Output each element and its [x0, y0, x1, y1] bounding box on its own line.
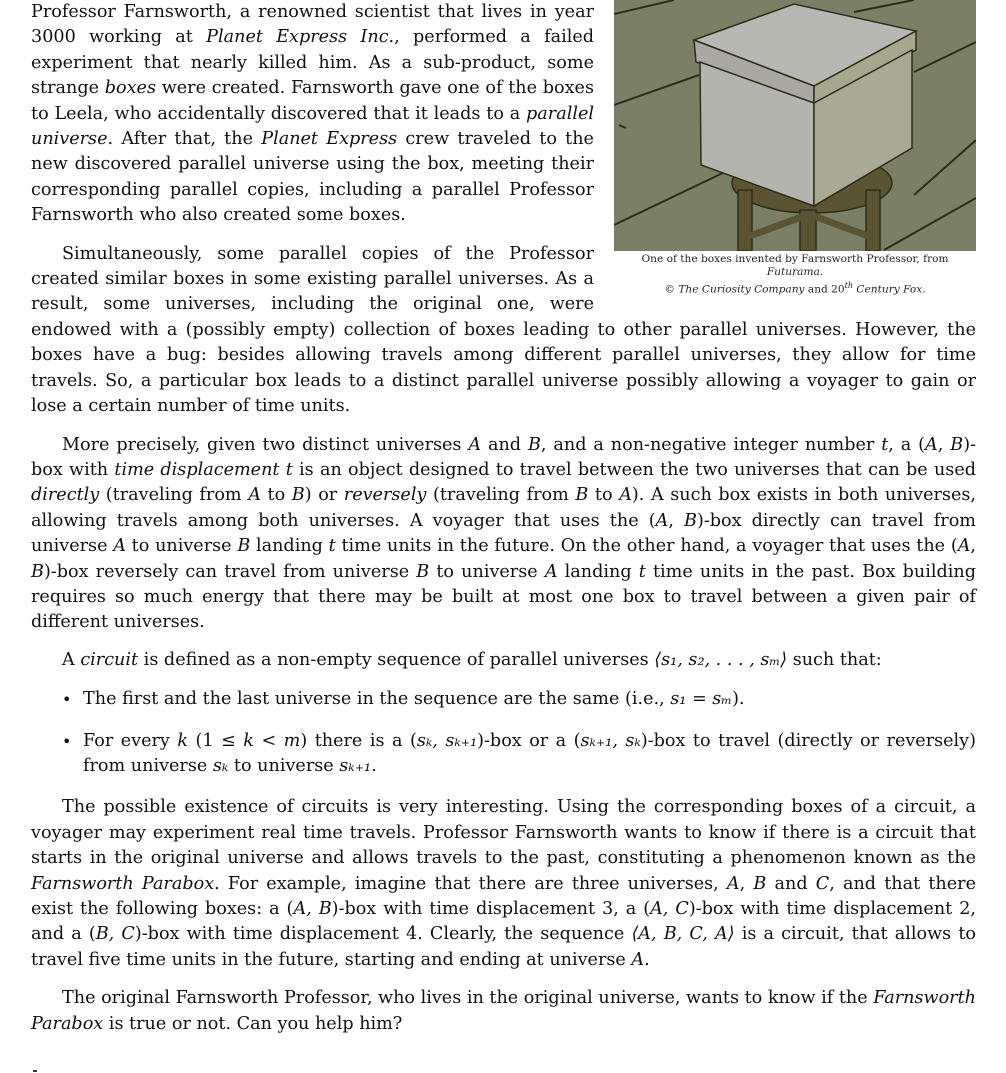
emphasis: boxes: [104, 78, 156, 99]
text: to universe: [228, 755, 340, 776]
emphasis: time displacement t: [114, 459, 293, 480]
text: (traveling from: [426, 485, 576, 506]
text: , and that there exist the following boxes: a (: [31, 873, 976, 919]
math: A: [248, 485, 261, 506]
text: The first and the last universe in the sequence are the same (i.e.,: [83, 689, 671, 710]
text: )-box directly can travel from universe: [31, 510, 976, 557]
math: s₁ = sₘ: [670, 689, 733, 710]
emphasis: reversely: [343, 485, 427, 506]
text: The possible existence of circuits is very interesting. Using the corresponding boxes of a circuit, a voyager may experiment real time travels. Professor Farnsworth wants to know if there is a circuit that starts in the original universe and allows travels to the past, constituting a phenomenon known as the: [31, 797, 976, 869]
text: ).: [732, 689, 745, 710]
math: t: [638, 561, 646, 582]
math: t: [328, 536, 336, 557]
text: to universe: [125, 536, 238, 557]
bullet-icon: •: [62, 731, 72, 751]
math: A: [631, 949, 645, 970]
math: A: [619, 485, 632, 506]
box-illustration: [614, 0, 976, 251]
text: is an object designed to travel between the two universes that can be used: [292, 459, 976, 480]
emphasis: Planet Express Inc.: [206, 27, 395, 48]
math: A: [925, 434, 938, 455]
figure-caption: [614, 253, 976, 297]
paragraph-question: [31, 986, 976, 1037]
text: More precisely, given two distinct universes: [62, 434, 469, 455]
text: and: [481, 434, 528, 455]
math: sₖ: [212, 755, 229, 776]
text: Professor Farnsworth, a renowned scientist that lives in year 3000 working at: [31, 2, 594, 48]
math: A: [957, 536, 971, 557]
text: ,: [739, 873, 754, 894]
text: .: [644, 949, 650, 970]
math: A, B: [293, 899, 332, 919]
text: (traveling from: [99, 485, 249, 506]
text: )-box to travel (directly or reversely) from universe: [83, 730, 976, 776]
math: A: [468, 434, 482, 455]
math: B: [950, 434, 964, 455]
math-sequence: ⟨s₁, s₂, . . . , sₘ⟩: [654, 649, 788, 670]
text: The original Farnsworth Professor, who lives in the original universe, wants to know if the: [62, 988, 874, 1009]
text: crew traveled to the new discovered parallel universe using the box, meeting their corresponding parallel copies, including a parallel Professor Farnsworth who also created some boxes.: [31, 129, 594, 226]
stray-mark: [33, 1070, 37, 1072]
text: such that:: [787, 649, 882, 670]
caption-sup: th: [844, 281, 854, 290]
text: , a (: [888, 434, 926, 455]
text: time units in the future. On the other hand, a voyager that uses the (: [335, 536, 958, 557]
caption-line-2: Futurama.: [766, 266, 824, 278]
math: A: [655, 510, 669, 531]
math: sₖ₊₁: [339, 755, 372, 776]
text: landing: [557, 561, 639, 582]
text: . For example, imagine that there are three universes,: [214, 873, 727, 894]
list-item: [31, 687, 976, 712]
math: B: [575, 485, 589, 506]
text: For every: [83, 730, 178, 751]
text: (1 ≤: [188, 730, 244, 751]
paragraph-definition: [31, 433, 976, 636]
emphasis: Farnsworth Parabox: [31, 873, 215, 894]
bullet-icon: •: [62, 690, 72, 710]
math: A: [544, 561, 558, 582]
list-item: [31, 729, 976, 780]
text: ,: [937, 434, 951, 455]
emphasis: directly: [31, 485, 100, 506]
text: A: [62, 649, 81, 670]
text: ,: [970, 536, 976, 557]
math: B: [31, 561, 44, 582]
text: landing: [250, 536, 329, 557]
math: A: [113, 536, 126, 557]
text: )-box with time displacement 3, a (: [331, 899, 651, 919]
text: . After that, the: [107, 129, 262, 150]
math: C: [815, 873, 830, 894]
emphasis: Farnsworth Parabox: [31, 988, 976, 1034]
copyright-icon: ©: [664, 283, 675, 296]
emphasis: parallel universe: [31, 103, 594, 150]
caption-fox: Century Fox.: [856, 283, 926, 296]
text: is a circuit, that allows to travel five time units in the future, starting and ending at universe: [31, 924, 976, 970]
math: t: [881, 434, 889, 455]
math: k: [243, 730, 254, 751]
math: sₖ, sₖ₊₁: [416, 730, 478, 751]
text: ). A such box exists in both universes, allowing travels among both universes. A voyager that uses the (: [31, 485, 976, 531]
text: time units in the past. Box building requires so much energy that there may be built at most one box to travel between a given pair of different universes.: [31, 561, 976, 633]
math: sₖ₊₁, sₖ: [580, 730, 641, 751]
text: ) or: [304, 485, 344, 506]
text: , performed a failed experiment that nearly killed him. As a sub-product, some strange: [31, 27, 594, 99]
math: B: [237, 536, 251, 557]
math: B: [291, 485, 305, 506]
math: k: [177, 730, 189, 751]
problem-statement: [31, 0, 976, 1037]
caption-line-3: [614, 279, 976, 297]
caption-and: and 20: [807, 283, 845, 296]
math: A: [726, 873, 740, 894]
circuit-definition: [31, 648, 976, 673]
math: B: [684, 510, 697, 531]
emphasis: Planet Express: [261, 129, 398, 150]
text: ,: [668, 510, 685, 531]
text: )-box with time displacement 2, and a (: [31, 899, 976, 945]
text: to: [260, 485, 292, 506]
text: ) there is a (: [300, 730, 417, 751]
text: to: [588, 485, 620, 506]
figure: [614, 0, 976, 297]
math-sequence: ⟨A, B, C, A⟩: [631, 924, 735, 945]
text: )-box reversely can travel from universe: [43, 561, 417, 582]
text: and: [766, 873, 816, 894]
text: , and a non-negative integer number: [540, 434, 882, 455]
text: )-box with time displacement 4. Clearly, the sequence: [134, 924, 632, 945]
math: B: [753, 873, 767, 894]
math: B, C: [95, 924, 135, 945]
text: were created. Farnsworth gave one of the boxes to Leela, who accidentally discovered that it leads to a: [31, 78, 594, 124]
circuit-conditions: [31, 687, 976, 779]
text: is defined as a non-empty sequence of parallel universes: [138, 649, 655, 670]
text: to universe: [429, 561, 545, 582]
emphasis: circuit: [80, 649, 139, 670]
math: m: [283, 730, 301, 751]
text: <: [253, 730, 284, 751]
math: A, C: [650, 899, 689, 919]
text: .: [371, 755, 377, 776]
text: is true or not. Can you help him?: [103, 1013, 403, 1034]
math: B: [527, 434, 541, 455]
caption-company: The Curiosity Company: [678, 283, 805, 296]
paragraph-parallel-copies: Simultaneously, some parallel copies of the Professor created similar boxes in some existing parallel universes. As a result, some universes, including the original one, were endowed with a (possibly empty) collection of boxes leading to other parallel universes. However, the boxes have a bug: besides allowing travels among different parallel universes, they allow for time travels. So, a particular box leads to a distinct parallel universe possibly allowing a voyager to gain or lose a certain number of time units.: [31, 243, 976, 417]
text: )-box or a (: [477, 730, 581, 751]
paragraph-parabox: [31, 795, 976, 973]
text: )-box with: [31, 434, 976, 480]
math: B: [416, 561, 430, 582]
caption-line-1: One of the boxes invented by Farnsworth Professor, from: [641, 253, 949, 265]
